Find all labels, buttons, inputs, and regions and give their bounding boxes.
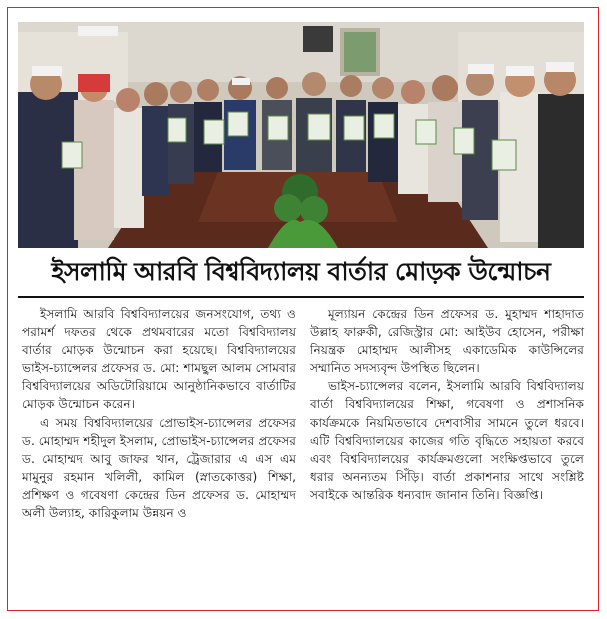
article-column-right xyxy=(310,305,584,504)
group-photo xyxy=(18,22,584,248)
article-column-left xyxy=(22,305,296,522)
headline-divider xyxy=(18,296,584,298)
article-paragraph: মূল্যায়ন কেন্দ্রের ডিন প্রফেসর ড. মুহাম্মদ শাহাদাত উল্লাহ ফারুকী, রেজিস্ট্রার মো: আইউব হোসেন, পরীক্ষা নিয়ন্ত্রক মোহাম্মদ আলীসহ একাডেমিক কাউন্সিলের সম্মানিত সদস্যবৃন্দ উপস্থিত ছিলেন। xyxy=(310,307,584,376)
article-paragraph: ভাইস-চ্যান্সেলর বলেন, ইসলামি আরবি বিশ্ববিদ্যালয় বার্তা বিশ্ববিদ্যালয়ের শিক্ষা, গবেষণা ও প্রশাসনিক কার্যক্রমকে নিয়মিতভাবে দেশবাসীর সামনে তুলে ধরবে। এটি বিশ্ববিদ্যালয়ের কাজের গতি বৃদ্ধিতে সহায়তা করবে এবং বিশ্ববিদ্যালয়ের কার্যক্রমগুলো সংক্ষিপ্তভাবে তুলে ধরার অনন্যতম সিঁড়ি। বার্তা প্রকাশনার সাথে সংশ্লিষ্ট সবাইকে আন্তরিক ধন্যবাদ জানান তিনি। বিজ্ঞপ্তি। xyxy=(310,379,584,502)
article-paragraph: ইসলামি আরবি বিশ্ববিদ্যালয়ের জনসংযোগ, তথ্য ও পরামর্শ দফতর থেকে প্রথমবারের মতো বিশ্ববিদ্যালয় বার্তার মোড়ক উন্মোচন করা হয়েছে। বিশ্ববিদ্যালয়ের ভাইস-চ্যান্সেলর প্রফেসর ড. মো: শামছুল আলম সোমবার বিশ্ববিদ্যালয়ের অডিটোরিয়ামে আনুষ্ঠানিকভাবে বার্তাটির মোড়ক উন্মোচন করেন। xyxy=(22,307,296,412)
article-paragraph: এ সময় বিশ্ববিদ্যালয়ের প্রোভাইস-চ্যান্সেলর প্রফেসর ড. মোহাম্মদ শহীদুল ইসলাম, প্রোভাইস-চ্যান্সেলর প্রফেসর ড. মোহাম্মদ আবু জাফর খান, ট্রেজারার এ এস এম মামুনুর রহমান খলিলী, কামিল (স্নাতকোত্তর) শিক্ষা, প্রশিক্ষণ ও গবেষণা কেন্দ্রের ডিন প্রফেসর ড. মোহাম্মদ অলী উল্যাহ, কারিকুলাম উন্নয়ন ও xyxy=(22,415,296,521)
headline: ইসলামি আরবি বিশ্ববিদ্যালয় বার্তার মোড়ক উন্মোচন xyxy=(51,257,551,286)
